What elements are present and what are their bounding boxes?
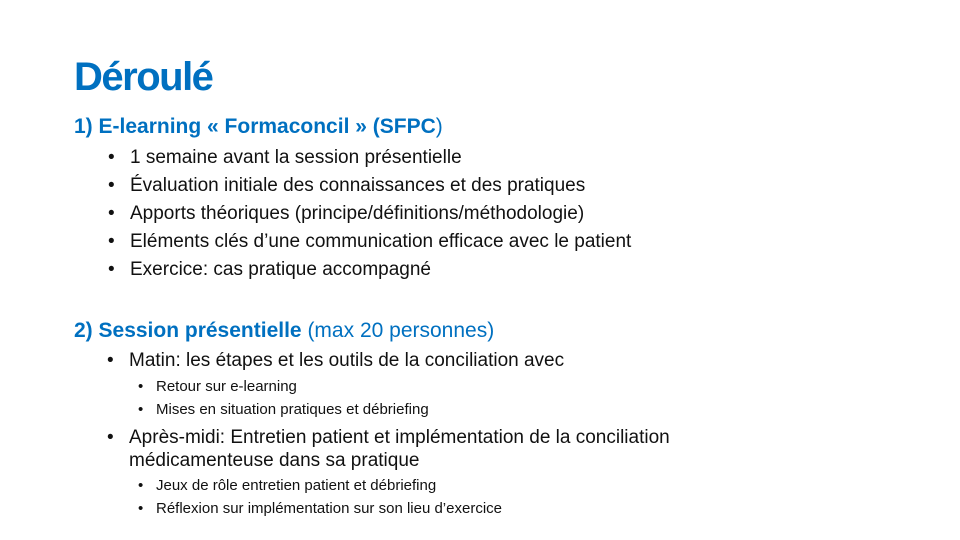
elearning-bullet-list: [108, 144, 631, 284]
list-item: [108, 228, 631, 256]
list-subitem-text: Réflexion sur implémentation sur son lieu d’exercice: [156, 500, 502, 517]
section-heading-elearning-tail: ): [435, 115, 443, 138]
bullet-icon: •: [108, 259, 115, 280]
bullet-icon: •: [138, 401, 144, 418]
list-item-text-line1: Après-midi: Entretien patient et implémentation de la conciliation: [129, 427, 670, 448]
session-morning-sublist: [138, 375, 429, 421]
list-item-text: 1 semaine avant la session présentielle: [130, 147, 462, 168]
bullet-icon: •: [107, 350, 114, 371]
slide-title: Déroulé: [74, 55, 213, 99]
bullet-icon: •: [108, 175, 115, 196]
session-morning-list: [107, 349, 564, 372]
list-item-text: Eléments clés d’une communication efficace avec le patient: [130, 231, 632, 252]
list-item-text: Exercice: cas pratique accompagné: [130, 259, 431, 280]
list-item-text-line2: médicamenteuse dans sa pratique: [129, 450, 420, 471]
bullet-icon: •: [138, 378, 144, 395]
list-item: [108, 200, 631, 228]
bullet-icon: •: [107, 427, 114, 448]
list-item-morning: [107, 349, 564, 372]
list-subitem-text: Mises en situation pratiques et débriefing: [156, 401, 429, 418]
list-item-text: Évaluation initiale des connaissances et des pratiques: [130, 175, 586, 196]
list-item: [108, 256, 631, 284]
bullet-icon: •: [108, 203, 115, 224]
section-heading-session: [74, 318, 494, 344]
list-subitem-text: Jeux de rôle entretien patient et débriefing: [156, 477, 437, 494]
list-subitem: [138, 474, 502, 497]
section-heading-session-tail: (max 20 personnes): [301, 319, 495, 342]
list-item-afternoon: [107, 426, 670, 472]
list-subitem: [138, 398, 429, 421]
section-heading-elearning-main: 1) E-learning « Formaconcil » (SFPC: [74, 115, 436, 138]
list-item: [108, 144, 631, 172]
section-heading-elearning: [74, 114, 443, 140]
session-afternoon-sublist: [138, 474, 502, 520]
list-item-text: Matin: les étapes et les outils de la conciliation avec: [129, 350, 565, 371]
bullet-icon: •: [138, 500, 144, 517]
list-subitem: [138, 497, 502, 520]
list-subitem-text: Retour sur e-learning: [156, 378, 297, 395]
session-afternoon-list: [107, 426, 670, 472]
bullet-icon: •: [108, 147, 115, 168]
list-subitem: [138, 375, 429, 398]
list-item-text: Apports théoriques (principe/définitions/méthodologie): [130, 203, 585, 224]
bullet-icon: •: [108, 231, 115, 252]
bullet-icon: •: [138, 477, 144, 494]
list-item: [108, 172, 631, 200]
section-heading-session-main: 2) Session présentielle: [74, 319, 302, 342]
